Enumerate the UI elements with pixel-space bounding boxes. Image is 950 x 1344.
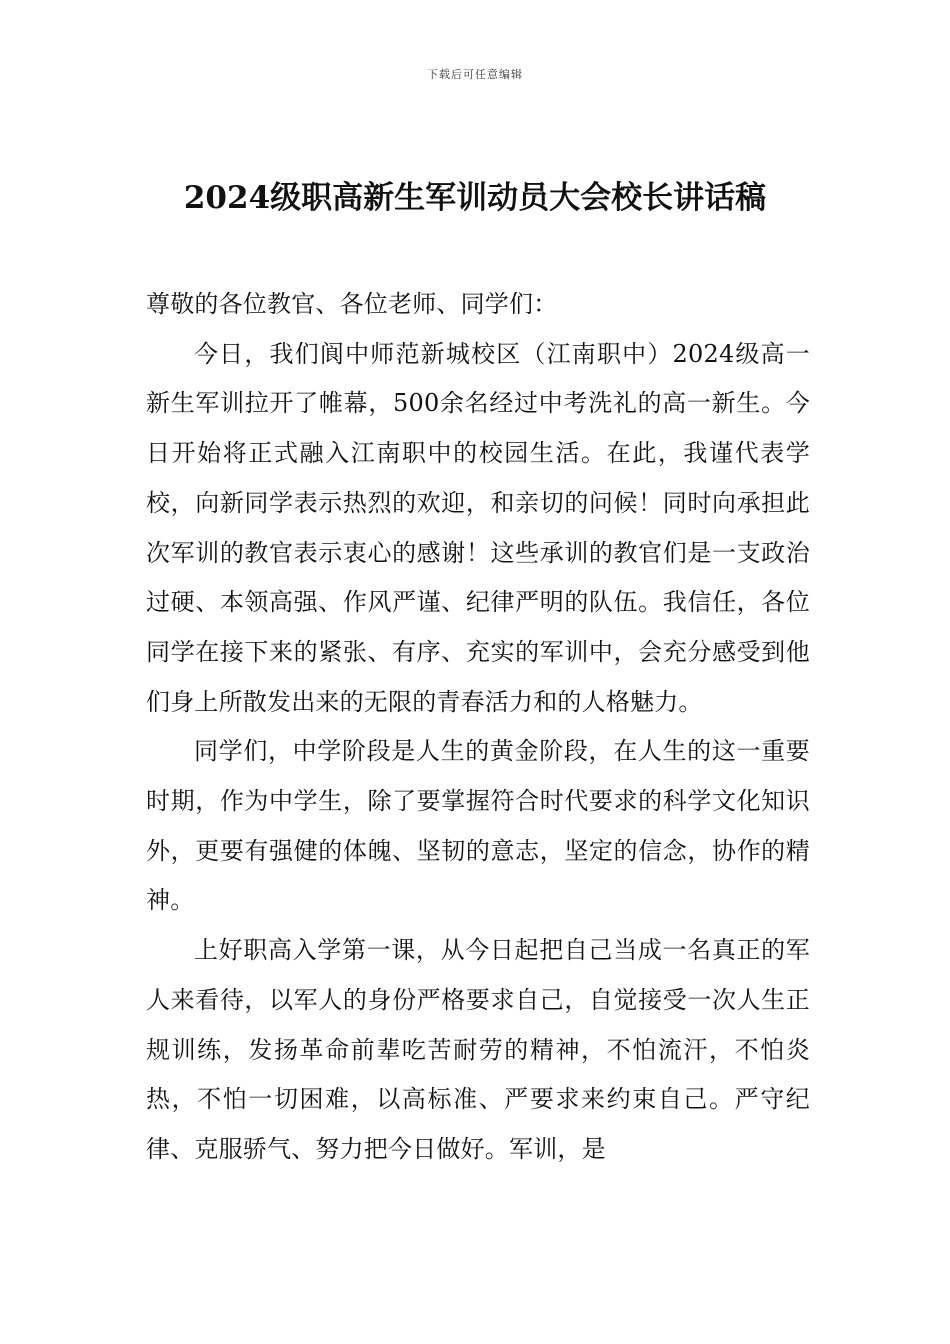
salutation: 尊敬的各位教官、各位老师、同学们： [146,290,558,318]
paragraph-1: 今日，我们阆中师范新城校区（江南职中）2024级高一新生军训拉开了帷幕，500余名经过中考洗礼的高一新生。今日开始将正式融入江南职中的校园生活。在此，我谨代表学校，向新同学表示热烈的欢迎，和亲切的问候！同时向承担此次军训的教官表示衷心的感谢！这些承训的教官们是一支政治过硬、本领高强、作风严谨、纪律严明的队伍。我信任，各位同学在接下来的紧张、有序、充实的军训中，会充分感受到他们身上所散发出来的无限的青春活力和的人格魅力。 [146,339,810,716]
header-note: 下载后可任意编辑 [427,68,523,81]
paragraph-2: 同学们，中学阶段是人生的黄金阶段，在人生的这一重要时期，作为中学生，除了要掌握符合时代要求的科学文化知识外，更要有强健的体魄、坚韧的意志，坚定的信念，协作的精神。 [146,737,810,915]
paragraph-3: 上好职高入学第一课，从今日起把自己当成一名真正的军人来看待，以军人的身份严格要求自己，自觉接受一次人生正规训练，发扬革命前辈吃苦耐劳的精神，不怕流汗，不怕炎热，不怕一切困难，以高标准、严要求来约束自己。严守纪律、克服骄气、努力把今日做好。军训，是 [146,936,810,1163]
document-title: 2024级职高新生军训动员大会校长讲话稿 [183,180,767,216]
document-body [146,280,810,1175]
